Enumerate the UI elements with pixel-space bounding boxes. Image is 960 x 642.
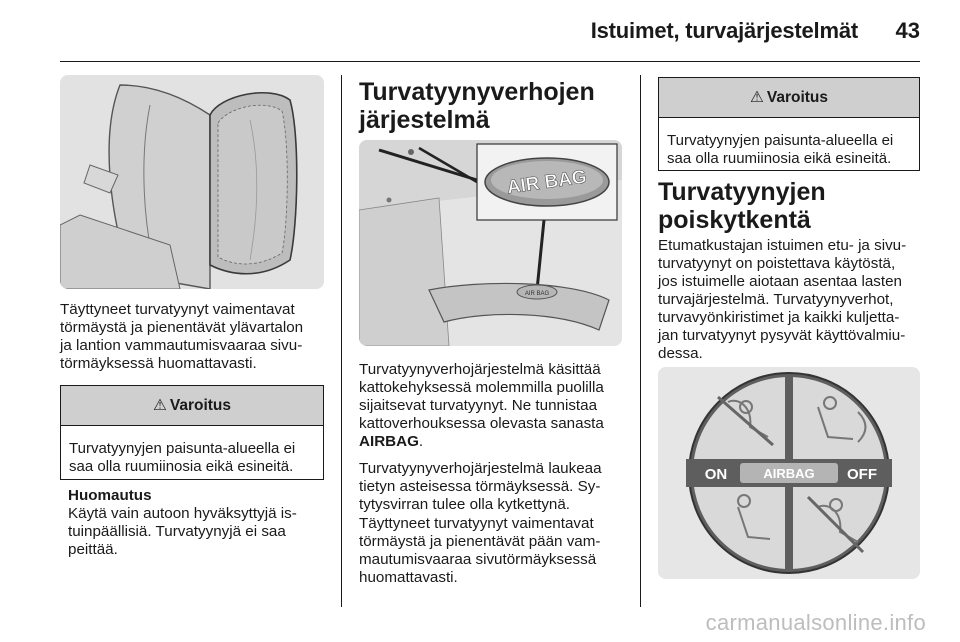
warning-box-col3 [658,77,920,171]
text-line: kattokehyksessä molemmilla puolilla [359,379,604,396]
text-line: turvavyönkiristimet ja kaikki kuljetta- [658,309,900,326]
section-heading-curtain-airbag [359,78,595,134]
text-line: huomattavasti. [359,569,458,586]
text-line: tytysvirran tulee olla kytkettynä. [359,496,571,513]
heading-line: Turvatyynyjen [658,178,826,206]
note-block [68,487,333,559]
warning-triangle-icon: ⚠ [749,89,764,106]
col2-paragraph-3 [359,515,634,587]
text-line: sijaitsevat turvatyynyt. Ne tunnistaa [359,397,598,414]
text-line: törmäystä ja pienentävät ylävartalon [60,319,304,336]
text-line: törmäyksessä huomattavasti. [60,355,257,372]
warning-box-col1 [60,385,324,480]
text-line: dessa. [658,345,703,362]
airbag-sticker-illustration [658,367,920,579]
text-line: Käytä vain autoon hyväksyttyjä is- [68,505,297,522]
warning-title: Varoitus [766,88,829,106]
airbag-emblem-text: AIR BAG [505,166,588,199]
text-line: tietyn asteisessa törmäyksessä. Sy- [359,478,601,495]
text-line: mautumisvaaraa sivutörmäyksessä [359,551,597,568]
text-line: saa olla ruumiinosia eikä esineitä. [667,150,892,167]
heading-line: Turvatyynyverhojen [359,78,595,106]
col2-paragraph-2 [359,460,634,514]
text-line: Turvatyynyverhojärjestelmä laukeaa [359,460,602,477]
heading-line: poiskytkentä [658,206,811,234]
warning-header [659,78,919,118]
warning-body [659,118,919,168]
sticker-on-label: ON [704,466,728,483]
warning-triangle-icon: ⚠ [152,397,167,414]
text-line: turvajärjestelmä. Turvatyynyverhot, [658,291,894,308]
page-number: 43 [895,18,920,43]
text-line: Turvatyynyjen paisunta-alueella ei [69,440,296,457]
warning-body [61,426,323,476]
warning-header [61,386,323,426]
text-line: turvatyynyt on poistettava käytöstä, [658,255,896,272]
ceiling-airbag-label: AIR BAG [524,291,550,297]
column-divider-2 [640,75,641,607]
watermark: carmanualsonline.info [705,610,926,635]
heading-line: järjestelmä [359,106,490,134]
bold-airbag-word: AIRBAG [359,433,419,450]
airbag-off-sticker-figure [658,367,920,579]
text-line [359,433,634,451]
text-line: Turvatyynyjen paisunta-alueella ei [667,132,894,149]
text-line: Etumatkustajan istuimen etu- ja sivu- [658,237,907,254]
text-line: jos istuimelle aiotaan asentaa lasten [658,273,902,290]
col3-paragraph [658,237,928,363]
col1-paragraph [60,301,335,373]
curtain-airbag-figure [359,140,622,346]
text-line: törmäystä ja pienentävät pään vam- [359,533,601,550]
sticker-airbag-label: AIRBAG [763,466,815,481]
text-line: jan turvatyynyt pysyvät käyttövalmiu- [658,327,906,344]
text-line: peittää. [68,541,118,558]
text-line: saa olla ruumiinosia eikä esineitä. [69,458,294,475]
side-airbag-seat-figure [60,75,324,289]
note-title: Huomautus [68,487,152,504]
page-header-title: Istuimet, turvajärjestelmät [590,18,858,43]
col2-paragraph-1 [359,361,634,451]
text-line: tuinpäällisiä. Turvatyynyjä ei saa [68,523,286,540]
side-airbag-illustration [60,75,324,289]
warning-title: Varoitus [169,396,232,414]
text-line: Turvatyynyverhojärjestelmä käsittää [359,361,601,378]
header-rule [60,61,920,62]
sentence-end: . [418,433,424,450]
curtain-airbag-illustration [359,140,622,346]
text-line: Täyttyneet turvatyynyt vaimentavat [60,301,295,318]
column-divider-1 [341,75,342,607]
sticker-off-label: OFF [847,466,877,483]
section-heading-airbag-deactivation [658,178,826,234]
text-line: ja lantion vammautumisvaaraa sivu- [60,337,303,354]
text-line: Täyttyneet turvatyynyt vaimentavat [359,515,594,532]
text-line: kattoverhouksessa olevasta sanasta [359,415,604,432]
